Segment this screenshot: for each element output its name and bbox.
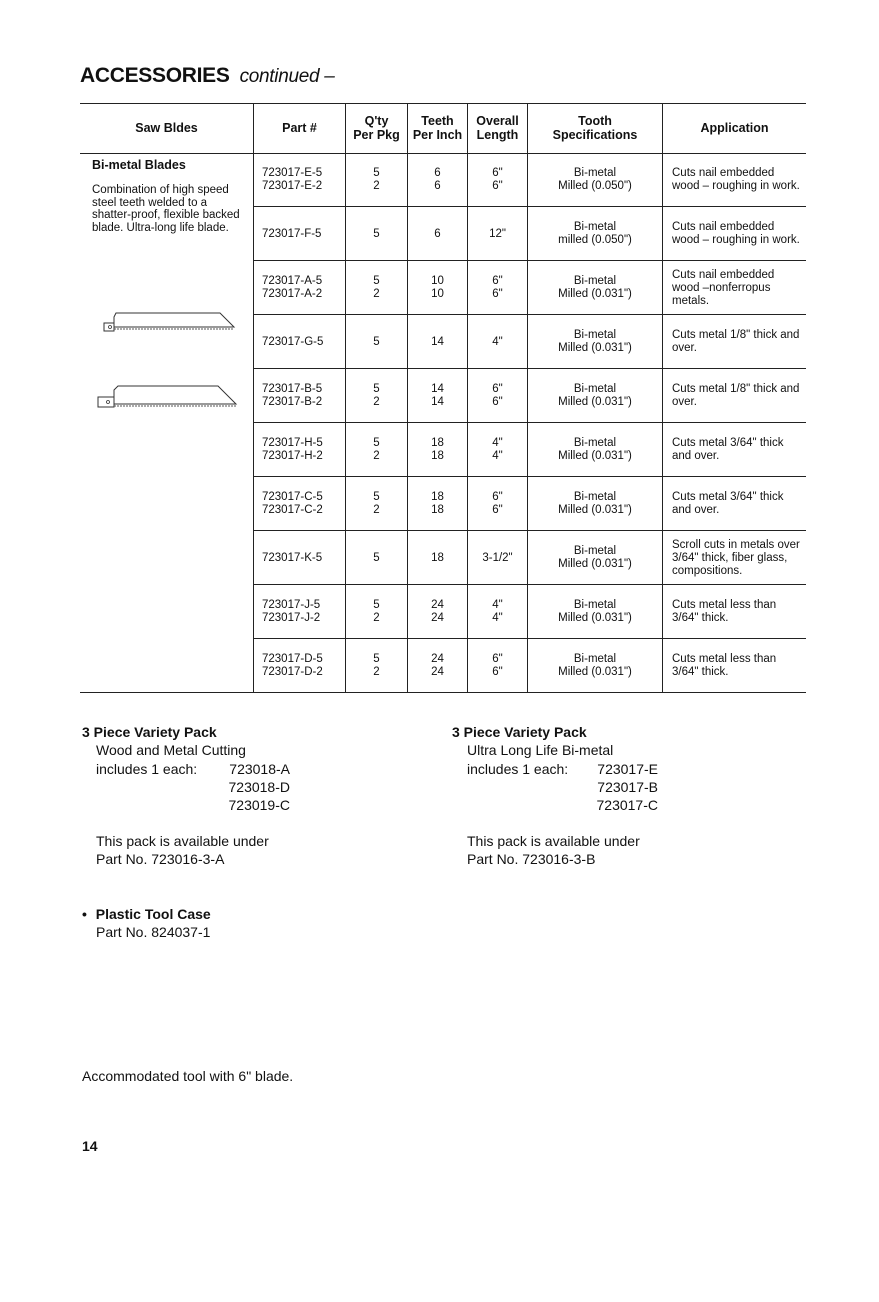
cell-application [672, 532, 802, 584]
cell-part [262, 424, 344, 476]
cell-part-text: 723017-G-5 [262, 335, 324, 348]
cell-length [468, 208, 527, 260]
cell-tooth-spec-text: Bi-metal Milled (0.031") [558, 437, 632, 462]
header-qty: Q'ty Per Pkg [353, 114, 400, 142]
cell-tooth-spec-text: Bi-metal Milled (0.031") [558, 329, 632, 354]
cell-length-text: 6" 6" [492, 167, 503, 192]
cell-teeth-text: 14 [431, 335, 444, 348]
cell-tooth-spec [528, 370, 662, 422]
tool-case-part: Part No. 824037-1 [96, 924, 211, 940]
cell-part-text: 723017-C-5 723017-C-2 [262, 491, 323, 516]
cell-teeth [408, 586, 467, 638]
cell-application [672, 424, 802, 476]
cell-qty-text: 5 [373, 335, 380, 348]
cell-teeth-text: 24 24 [431, 599, 444, 624]
blade-description: Combination of high speed steel teeth welded to a shatter-proof, flexible backed blade. Ultra-long life blade. [92, 184, 240, 234]
cell-qty [346, 586, 407, 638]
cell-teeth-text: 6 [434, 227, 441, 240]
cell-tooth-spec-text: Bi-metal Milled (0.031") [558, 599, 632, 624]
cell-tooth-spec-text: Bi-metal Milled (0.031") [558, 545, 632, 570]
cell-part-text: 723017-F-5 [262, 227, 322, 240]
left-pack-part: Part No. 723016-3-A [96, 851, 225, 867]
cell-part [262, 370, 344, 422]
cell-length-text: 6" 6" [492, 491, 503, 516]
left-pack-includes: includes 1 each: [96, 761, 198, 777]
cell-length-text: 4" 4" [492, 437, 503, 462]
cell-part [262, 208, 344, 260]
cell-part-text: 723017-H-5 723017-H-2 [262, 437, 323, 462]
cell-length-text: 6" 6" [492, 653, 503, 678]
cell-tooth-spec-text: Bi-metal Milled (0.031") [558, 383, 632, 408]
cell-qty [346, 370, 407, 422]
cell-qty [346, 640, 407, 692]
cell-application-text: Scroll cuts in metals over 3/64" thick, fiber glass, compositions. [672, 538, 800, 577]
cell-application-text: Cuts metal less than 3/64" thick. [672, 599, 777, 624]
cell-length [468, 370, 527, 422]
cell-teeth-text: 6 6 [434, 167, 441, 192]
cell-length-text: 3-1/2" [482, 551, 513, 564]
cell-tooth-spec [528, 532, 662, 584]
cell-qty-text: 5 2 [373, 599, 380, 624]
cell-part [262, 316, 344, 368]
cell-part-text: 723017-J-5 723017-J-2 [262, 599, 321, 624]
cell-length [468, 532, 527, 584]
right-pack-item: 723017-B [597, 779, 658, 795]
left-pack-line1: Wood and Metal Cutting [96, 742, 246, 758]
left-pack-item: 723018-A [229, 761, 290, 777]
cell-application-text: Cuts metal 1/8" thick and over. [672, 329, 800, 354]
cell-qty-text: 5 [373, 551, 380, 564]
cell-part-text: 723017-B-5 723017-B-2 [262, 383, 323, 408]
cell-tooth-spec [528, 154, 662, 206]
cell-qty [346, 316, 407, 368]
cell-application-text: Cuts metal 1/8" thick and over. [672, 383, 800, 408]
cell-length-text: 4" [492, 335, 503, 348]
tool-case-title: Plastic Tool Case [95, 906, 211, 922]
bullet: • [82, 906, 87, 922]
right-pack-avail: This pack is available under [467, 833, 640, 849]
cell-length [468, 586, 527, 638]
cell-length-text: 6" 6" [492, 383, 503, 408]
cell-teeth-text: 14 14 [431, 383, 444, 408]
cell-length [468, 640, 527, 692]
cell-teeth [408, 262, 467, 314]
cell-length-text: 6" 6" [492, 275, 503, 300]
cell-part-text: 723017-D-5 723017-D-2 [262, 653, 323, 678]
cell-tooth-spec [528, 424, 662, 476]
cell-application-text: Cuts nail embedded wood – roughing in work. [672, 167, 800, 192]
cell-tooth-spec-text: Bi-metal Milled (0.050") [558, 167, 632, 192]
title-continued: continued – [239, 66, 335, 87]
cell-length [468, 316, 527, 368]
cell-teeth [408, 532, 467, 584]
cell-tooth-spec-text: Bi-metal Milled (0.031") [558, 491, 632, 516]
cell-tooth-spec [528, 478, 662, 530]
cell-part-text: 723017-K-5 [262, 551, 323, 564]
cell-length [468, 154, 527, 206]
cell-teeth [408, 208, 467, 260]
right-pack-part: Part No. 723016-3-B [467, 851, 596, 867]
cell-length [468, 262, 527, 314]
tool-case-heading [82, 906, 211, 922]
left-pack-title: 3 Piece Variety Pack [82, 724, 217, 740]
cell-tooth-spec-text: Bi-metal milled (0.050") [558, 221, 632, 246]
right-pack-title: 3 Piece Variety Pack [452, 724, 587, 740]
cell-part [262, 478, 344, 530]
cell-teeth [408, 640, 467, 692]
cell-length [468, 424, 527, 476]
page-number: 14 [82, 1138, 98, 1154]
cell-application-text: Cuts metal 3/64" thick and over. [672, 437, 784, 462]
header-application: Application [700, 121, 769, 135]
header-length: Overall Length [476, 114, 519, 142]
cell-application [672, 370, 802, 422]
cell-part-text: 723017-A-5 723017-A-2 [262, 275, 323, 300]
cell-part [262, 532, 344, 584]
cell-tooth-spec [528, 208, 662, 260]
cell-teeth-text: 24 24 [431, 653, 444, 678]
title-main: ACCESSORIES [80, 64, 230, 87]
cell-teeth [408, 478, 467, 530]
page-title [80, 64, 335, 88]
cell-qty-text: 5 2 [373, 167, 380, 192]
cell-tooth-spec-text: Bi-metal Milled (0.031") [558, 275, 632, 300]
cell-part [262, 586, 344, 638]
cell-qty-text: 5 2 [373, 437, 380, 462]
cell-tooth-spec-text: Bi-metal Milled (0.031") [558, 653, 632, 678]
cell-tooth-spec [528, 640, 662, 692]
cell-qty-text: 5 2 [373, 275, 380, 300]
left-pack-item: 723018-D [228, 779, 290, 795]
header-saw-blades: Saw Bldes [135, 121, 198, 135]
cell-qty-text: 5 2 [373, 491, 380, 516]
cell-part [262, 262, 344, 314]
right-pack-line1: Ultra Long Life Bi-metal [467, 742, 614, 758]
cell-application [672, 640, 802, 692]
cell-qty [346, 478, 407, 530]
cell-application [672, 208, 802, 260]
cell-qty [346, 208, 407, 260]
cell-teeth-text: 18 18 [431, 437, 444, 462]
left-pack-avail: This pack is available under [96, 833, 269, 849]
header-part: Part # [282, 121, 317, 135]
cell-application-text: Cuts nail embedded wood –nonferropus metals. [672, 268, 775, 307]
header-tooth-spec: Tooth Specifications [552, 114, 638, 142]
cell-qty-text: 5 2 [373, 653, 380, 678]
right-pack-includes: includes 1 each: [467, 761, 569, 777]
cell-teeth [408, 424, 467, 476]
cell-teeth-text: 10 10 [431, 275, 444, 300]
cell-length-text: 12" [489, 227, 506, 240]
blades-table [80, 103, 806, 693]
cell-application-text: Cuts nail embedded wood – roughing in work. [672, 221, 800, 246]
cell-qty [346, 262, 407, 314]
cell-teeth [408, 370, 467, 422]
cell-tooth-spec [528, 262, 662, 314]
right-pack-item: 723017-C [596, 797, 658, 813]
footer-note: Accommodated tool with 6" blade. [82, 1068, 294, 1084]
cell-application [672, 262, 802, 314]
blade-type: Bi-metal Blades [92, 158, 186, 172]
saw-blade-long-icon [94, 383, 240, 411]
cell-qty [346, 424, 407, 476]
cell-part [262, 154, 344, 206]
saw-blade-short-icon [102, 311, 238, 335]
cell-length-text: 4" 4" [492, 599, 503, 624]
cell-teeth-text: 18 18 [431, 491, 444, 516]
cell-application [672, 586, 802, 638]
header-teeth: Teeth Per Inch [412, 114, 463, 142]
cell-application-text: Cuts metal less than 3/64" thick. [672, 653, 777, 678]
cell-tooth-spec [528, 316, 662, 368]
cell-part-text: 723017-E-5 723017-E-2 [262, 167, 323, 192]
cell-part [262, 640, 344, 692]
cell-teeth [408, 154, 467, 206]
cell-application [672, 478, 802, 530]
cell-application [672, 316, 802, 368]
right-pack-item: 723017-E [597, 761, 658, 777]
cell-teeth-text: 18 [431, 551, 444, 564]
cell-qty [346, 154, 407, 206]
cell-qty [346, 532, 407, 584]
left-pack-item: 723019-C [228, 797, 290, 813]
cell-tooth-spec [528, 586, 662, 638]
cell-application [672, 154, 802, 206]
cell-teeth [408, 316, 467, 368]
cell-application-text: Cuts metal 3/64" thick and over. [672, 491, 784, 516]
cell-qty-text: 5 [373, 227, 380, 240]
cell-length [468, 478, 527, 530]
cell-qty-text: 5 2 [373, 383, 380, 408]
